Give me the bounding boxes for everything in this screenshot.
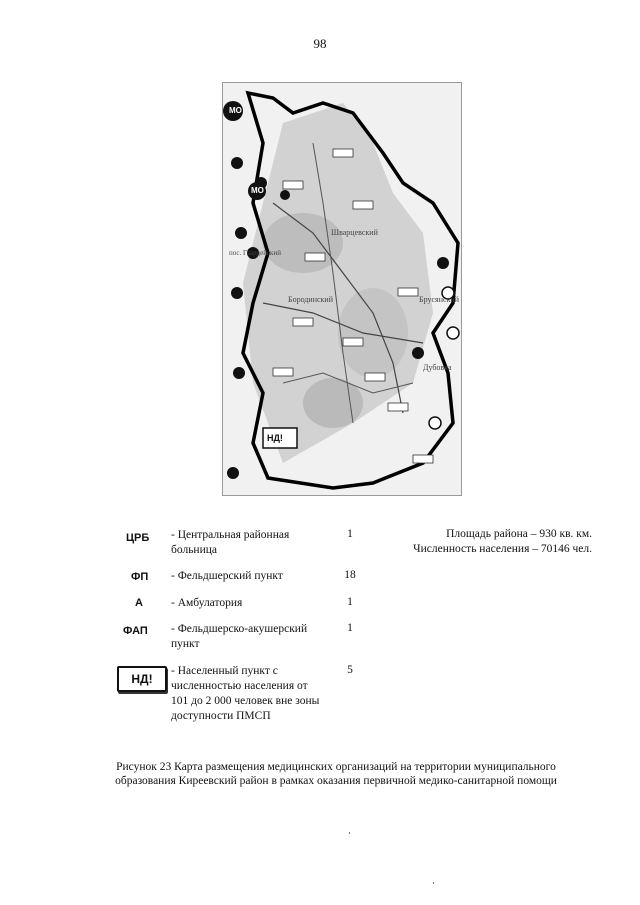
fap-icon: ФАП — [123, 625, 148, 637]
legend-count-fp: 18 — [344, 569, 356, 581]
map-svg — [223, 83, 461, 495]
legend-desc-nd: - Населенный пункт с численностью населения от 101 до 2 000 человек вне зоны доступности ПМСП — [171, 665, 320, 722]
forest-area — [338, 288, 408, 378]
ambulatory-icon: А — [135, 597, 143, 609]
place-label: Шварцевский — [331, 228, 378, 237]
page-number: 98 — [313, 36, 327, 51]
legend-count-nd: 5 — [347, 664, 353, 676]
nd-icon: НД! — [117, 666, 167, 692]
forest-area — [263, 213, 343, 273]
legend-count-ambulatory: 1 — [347, 596, 353, 608]
place-label: Брусянский — [419, 295, 459, 304]
crb-icon: ЦРБ — [126, 532, 150, 544]
legend-desc-crb: - Центральная районная больница — [171, 529, 290, 556]
legend-count-crb: 1 — [347, 528, 353, 540]
district-population: Численность населения – 70146 чел. — [413, 543, 592, 555]
district-area: Площадь района – 930 кв. км. — [446, 528, 592, 540]
legend-count-fap: 1 — [347, 622, 353, 634]
fp-icon: ФП — [131, 571, 149, 583]
figure-caption: Рисунок 23 Карта размещения медицинских организаций на территории муниципального образования Киреевский район в рамках оказания первичной медико-санитарной помощи — [115, 761, 557, 787]
scan-speck — [433, 882, 434, 884]
legend-desc-fp: - Фельдшерский пункт — [171, 570, 283, 582]
scan-speck — [349, 832, 350, 834]
mo-marker-label: МО — [251, 186, 264, 195]
place-label: Бородинский — [288, 295, 333, 304]
nd-marker-label: НД! — [267, 433, 283, 443]
place-label: Дубовка — [423, 363, 452, 372]
district-map — [222, 82, 462, 496]
place-label: пос. Гвардейский — [229, 249, 281, 257]
legend-desc-ambulatory: - Амбулатория — [171, 597, 243, 609]
legend-desc-fap: - Фельдшерско-акушерский пункт — [171, 623, 308, 650]
mo-marker-label: МО — [229, 106, 242, 115]
